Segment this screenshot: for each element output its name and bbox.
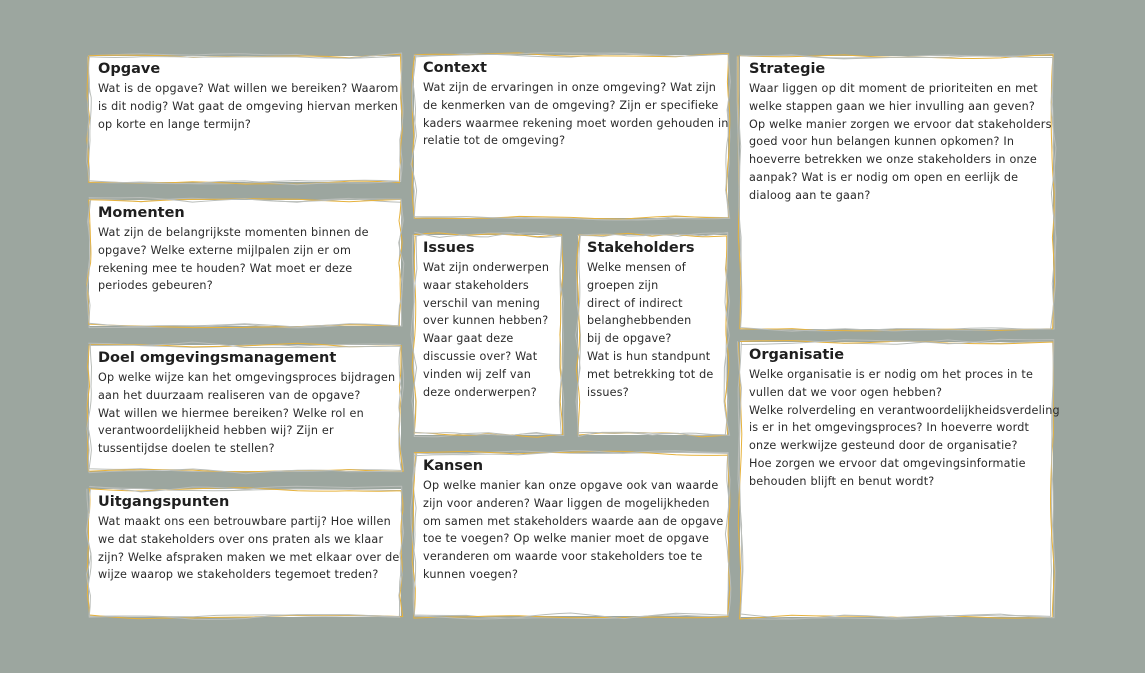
card-issues [414, 235, 562, 435]
card-body-line: we dat stakeholders over ons praten als we klaar [98, 532, 384, 546]
card-body-line: aanpak? Wat is er nodig om open en eerlijk de [749, 170, 1019, 184]
card-body [423, 79, 729, 150]
card-stakeholders [578, 235, 727, 435]
card-opgave [89, 56, 401, 182]
card-body [587, 259, 719, 401]
card-body-line: is er in het omgevingsproces? In hoeverre wordt [749, 421, 1030, 435]
card-body-line: Welke organisatie is er nodig om het proces in te [749, 368, 1034, 381]
card-body-line: verantwoordelijkheid hebben wij? Zijn er [98, 424, 334, 438]
card-body-line: over kunnen hebben? [423, 314, 549, 328]
card-title: Kansen [423, 458, 484, 474]
card-body-line: discussie over? Wat [423, 349, 538, 363]
card-body-line: Waar gaat deze [423, 332, 514, 346]
card-title: Context [423, 60, 487, 76]
card-body [98, 80, 399, 133]
card-body-line: relatie tot de omgeving? [423, 134, 566, 148]
card-body-line: veranderen om waarde voor stakeholders toe te [423, 550, 703, 564]
card-body-line: belanghebbenden [587, 314, 692, 328]
card-body-line: vullen dat we voor ogen hebben? [749, 385, 943, 399]
card-body [423, 477, 724, 584]
card-body-line: Wat zijn de ervaringen in onze omgeving? Wat zijn [423, 81, 717, 94]
card-body [98, 224, 393, 295]
card-context [414, 55, 728, 218]
card-body-line: Wat is hun standpunt [587, 349, 711, 363]
card-strategie [740, 56, 1053, 329]
card-body-line: rekening mee te houden? Wat moet er deze [98, 261, 353, 275]
card-body-line: opgave? Welke externe mijlpalen zijn er om [98, 243, 352, 257]
card-body-line: behouden blijft en benut wordt? [749, 474, 935, 488]
card-body-line: waar stakeholders [423, 278, 529, 292]
card-title: Momenten [98, 205, 185, 221]
card-body-line: Wat willen we hiermee bereiken? Welke rol en [98, 406, 364, 420]
card-body-line: met betrekking tot de [587, 367, 714, 381]
card-title: Opgave [98, 61, 161, 77]
card-body-line: verschil van mening [423, 296, 541, 310]
card-body-line: Op welke manier kan onze opgave ook van waarde [423, 479, 719, 492]
card-body-line: zijn? Welke afspraken maken we met elkaar over de [98, 550, 400, 564]
card-title: Issues [423, 240, 475, 256]
card-body-line: dialoog aan te gaan? [749, 188, 871, 202]
card-body-line: hoeverre betrekken we onze stakeholders in onze [749, 153, 1037, 167]
card-body-line: kunnen voegen? [423, 567, 519, 581]
card-body-line: om samen met stakeholders waarde aan de opgave [423, 514, 724, 528]
card-body-line: de kenmerken van de omgeving? Zijn er specifieke [423, 98, 719, 112]
card-body-line: Wat maakt ons een betrouwbare partij? Hoe willen [98, 515, 391, 528]
card-title: Uitgangspunten [98, 494, 230, 510]
card-title: Doel omgevingsmanagement [98, 350, 337, 366]
card-body-line: zijn voor anderen? Waar liggen de mogelijkheden [423, 496, 710, 510]
card-body-line: groepen zijn [587, 278, 659, 292]
card-body-line: bij de opgave? [587, 332, 672, 346]
card-body-line: op korte en lange termijn? [98, 117, 251, 131]
card-body-line: deze onderwerpen? [423, 385, 537, 399]
card-body-line: Hoe zorgen we ervoor dat omgevingsinformatie [749, 456, 1026, 470]
card-doel-omgevingsmanagement [89, 345, 401, 471]
card-title: Organisatie [749, 347, 845, 363]
card-body [98, 513, 400, 584]
card-body-line: Op welke wijze kan het omgevingsproces bijdragen [98, 371, 396, 384]
card-kansen [414, 453, 728, 616]
card-body-line: direct of indirect [587, 296, 683, 310]
card-body-line: welke stappen gaan we hier invulling aan geven? [749, 99, 1036, 113]
card-body [98, 369, 396, 458]
card-body-line: is dit nodig? Wat gaat de omgeving hiervan merken [98, 99, 399, 113]
card-body-line: tussentijdse doelen te stellen? [98, 442, 275, 456]
card-body-line: Wat is de opgave? Wat willen we bereiken? Waarom [98, 82, 399, 95]
card-body [749, 80, 1052, 205]
card-organisatie [740, 342, 1060, 617]
card-body [423, 259, 554, 401]
card-body-line: toe te voegen? Op welke manier moet de opgave [423, 532, 710, 546]
card-title: Strategie [749, 61, 826, 77]
card-body-line: Welke rolverdeling en verantwoordelijkheidsverdeling [749, 403, 1060, 417]
card-body-line: Wat zijn de belangrijkste momenten binnen de [98, 226, 369, 239]
card-body-line: wijze waarop we stakeholders tegemoet treden? [98, 568, 379, 582]
card-body-line: Waar liggen op dit moment de prioriteiten en met [749, 82, 1038, 95]
card-body-line: onze werkwijze gesteund door de organisatie? [749, 439, 1018, 453]
card-body-line: goed voor hun belangen kunnen opkomen? In [749, 135, 1015, 149]
card-title: Stakeholders [587, 240, 695, 256]
card-body-line: issues? [587, 385, 629, 399]
card-uitgangspunten [89, 489, 401, 617]
card-body-line: Wat zijn onderwerpen [423, 261, 550, 274]
card-momenten [89, 200, 401, 326]
card-body-line: kaders waarmee rekening moet worden gehouden in [423, 116, 729, 130]
card-body-line: periodes gebeuren? [98, 279, 213, 293]
card-body-line: Op welke manier zorgen we ervoor dat stakeholders [749, 117, 1052, 131]
card-body-line: vinden wij zelf van [423, 367, 532, 381]
card-body-line: aan het duurzaam realiseren van de opgave? [98, 388, 361, 402]
card-body-line: Welke mensen of [587, 261, 686, 274]
card-body [749, 366, 1060, 491]
